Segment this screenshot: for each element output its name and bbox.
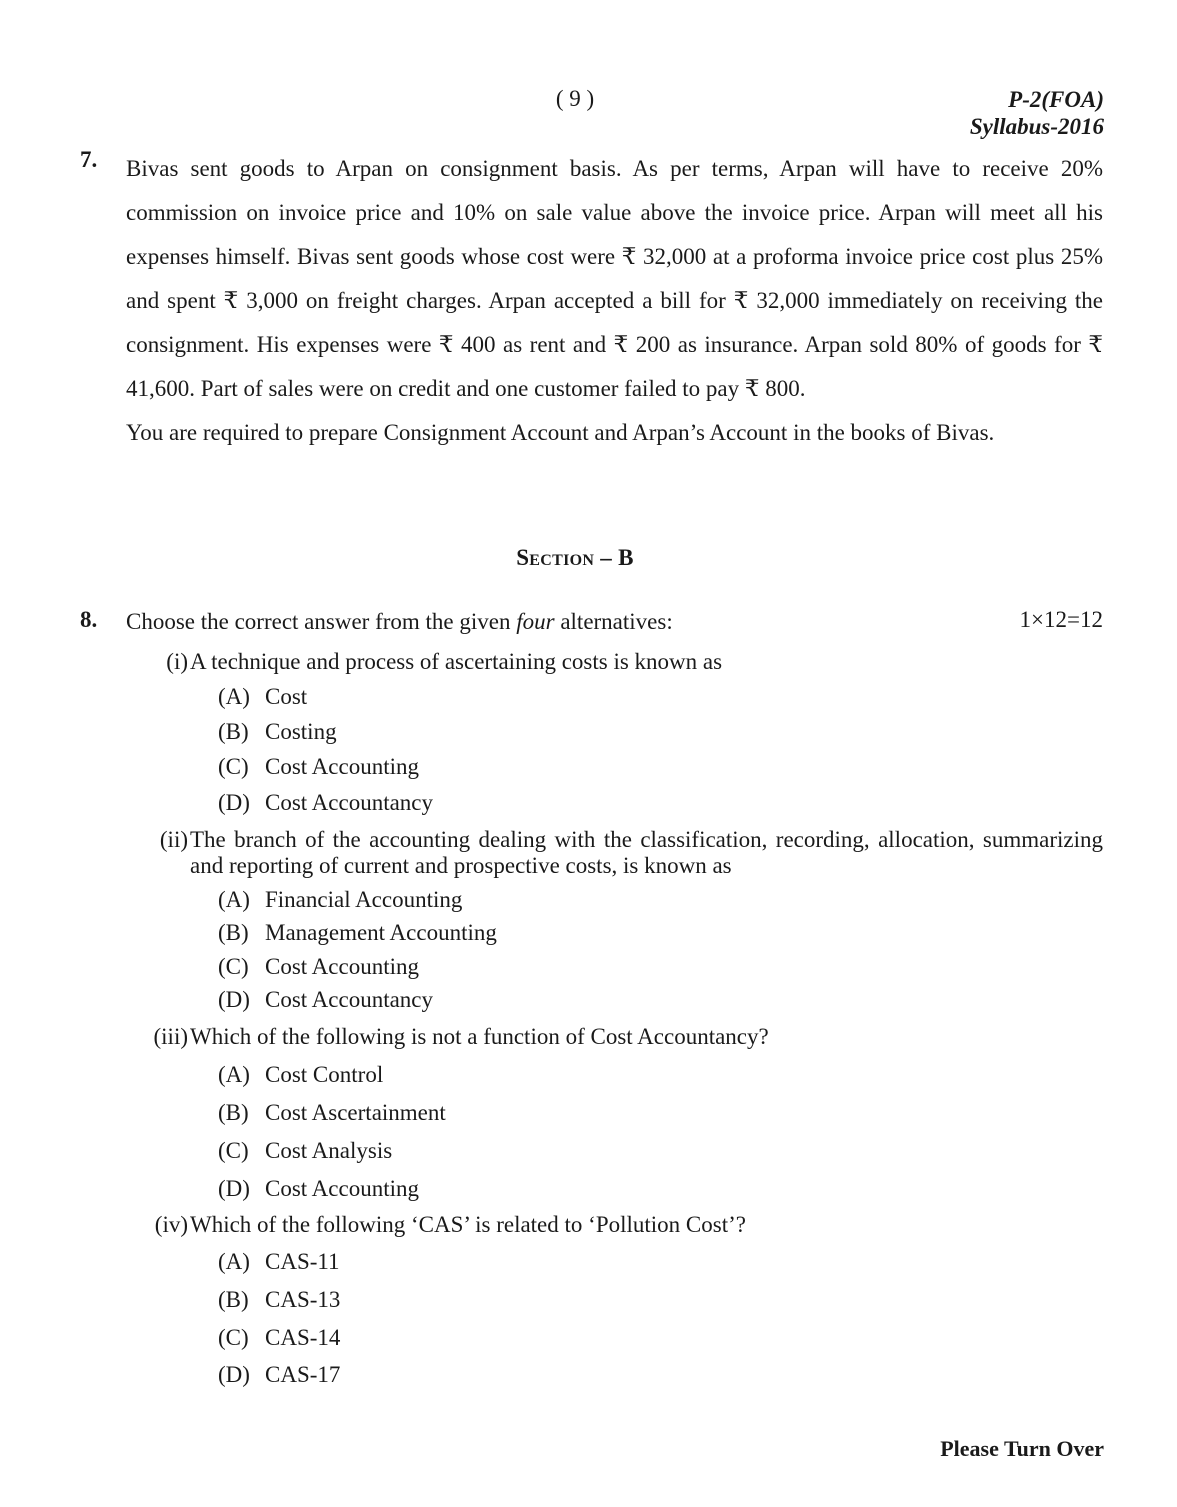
marks-allocation: 1×12=12	[1019, 607, 1103, 632]
question-8	[80, 607, 1103, 1387]
sub-question-number: (i)	[166, 649, 188, 674]
option	[218, 1287, 340, 1313]
option-label: (B)	[218, 920, 249, 945]
option	[218, 1362, 340, 1388]
question-number: 7.	[80, 147, 98, 172]
stem-text: Choose the correct answer from the given	[126, 609, 517, 634]
sub-question-iii	[80, 1024, 1103, 1050]
option-text: CAS-17	[265, 1362, 341, 1387]
option	[218, 954, 419, 980]
sub-question-iv	[80, 1212, 1103, 1238]
question-stem	[126, 607, 1103, 637]
option-label: (C)	[218, 1325, 249, 1350]
sub-question-text: A technique and process of ascertaining costs is known as	[190, 649, 723, 674]
option-text: Cost	[265, 684, 308, 709]
option-label: (A)	[218, 1062, 250, 1087]
option-text: Cost Accounting	[265, 754, 419, 779]
sub-question-number: (ii)	[159, 827, 188, 852]
option-label: (C)	[218, 754, 249, 779]
question-number: 8.	[80, 607, 98, 632]
option	[218, 1325, 340, 1351]
option	[218, 1176, 419, 1202]
sub-question-text: Which of the following ‘CAS’ is related to ‘Pollution Cost’?	[190, 1212, 746, 1237]
option	[218, 719, 337, 745]
option-label: (D)	[218, 987, 250, 1012]
sub-question-text: Which of the following is not a function of Cost Accountancy?	[190, 1024, 769, 1049]
option-text: Financial Accounting	[265, 887, 463, 912]
option-text: Cost Control	[265, 1062, 384, 1087]
question-instruction: You are required to prepare Consignment Account and Arpan’s Account in the books of Bivas.	[126, 420, 995, 445]
sub-question-i	[80, 649, 1103, 675]
option	[218, 1249, 340, 1275]
question-text: Bivas sent goods to Arpan on consignment basis. As per terms, Arpan will have to receive 20% commission on invoice price and 10% on sale value above the invoice price. Arpan will meet all his expenses himself. Bivas sent goods whose cost were ₹ 32,000 at a proforma invoice price cost plus 25% and spent ₹ 3,000 on freight charges. Arpan accepted a bill for ₹ 32,000 immediately on receiving the consignment. His expenses were ₹ 400 as rent and ₹ 200 as insurance. Arpan sold 80% of goods for ₹ 41,600. Part of sales were on credit and one customer failed to pay ₹ 800.	[126, 156, 1103, 401]
stem-emphasis: four	[516, 609, 555, 634]
option-label: (D)	[218, 790, 250, 815]
option	[218, 1100, 446, 1126]
sub-question-number: (iv)	[154, 1212, 188, 1237]
section-word: Section	[516, 545, 595, 570]
option-text: Cost Analysis	[265, 1138, 393, 1163]
option-label: (D)	[218, 1362, 250, 1387]
question-7	[80, 147, 1103, 455]
option	[218, 987, 433, 1013]
option-label: (B)	[218, 1100, 249, 1125]
option	[218, 754, 419, 780]
option-label: (A)	[218, 684, 250, 709]
section-letter: – B	[594, 545, 634, 570]
option	[218, 1138, 392, 1164]
option-text: CAS-13	[265, 1287, 341, 1312]
option-text: Costing	[265, 719, 337, 744]
option-label: (C)	[218, 1138, 249, 1163]
option-text: Cost Ascertainment	[265, 1100, 446, 1125]
option-label: (C)	[218, 954, 249, 979]
option-text: Cost Accountancy	[265, 987, 433, 1012]
option-text: CAS-14	[265, 1325, 341, 1350]
option-text: Management Accounting	[265, 920, 497, 945]
option-text: Cost Accounting	[265, 1176, 419, 1201]
option	[218, 920, 497, 946]
paper-code: P-2(FOA)	[1008, 87, 1104, 112]
turn-over-note: Please Turn Over	[940, 1436, 1104, 1461]
paper-code-block	[970, 86, 1104, 140]
sub-question-number: (iii)	[153, 1024, 188, 1049]
option	[218, 887, 462, 913]
syllabus-label: Syllabus-2016	[969, 114, 1104, 139]
option-label: (B)	[218, 719, 249, 744]
option-text: Cost Accounting	[265, 954, 419, 979]
option-label: (A)	[218, 887, 250, 912]
option-label: (A)	[218, 1249, 250, 1274]
option-label: (B)	[218, 1287, 249, 1312]
option	[218, 684, 307, 710]
option-text: Cost Accountancy	[265, 790, 433, 815]
sub-question-text: The branch of the accounting dealing with the classification, recording, allocation, summarizing and reporting of current and prospective costs, is known as	[190, 827, 1103, 878]
option	[218, 1062, 383, 1088]
page-number: ( 9 )	[555, 86, 595, 111]
option	[218, 790, 433, 816]
section-heading	[0, 545, 1150, 571]
option-text: CAS-11	[265, 1249, 340, 1274]
stem-text-end: alternatives:	[554, 609, 673, 634]
sub-question-ii	[80, 827, 1103, 879]
option-label: (D)	[218, 1176, 250, 1201]
